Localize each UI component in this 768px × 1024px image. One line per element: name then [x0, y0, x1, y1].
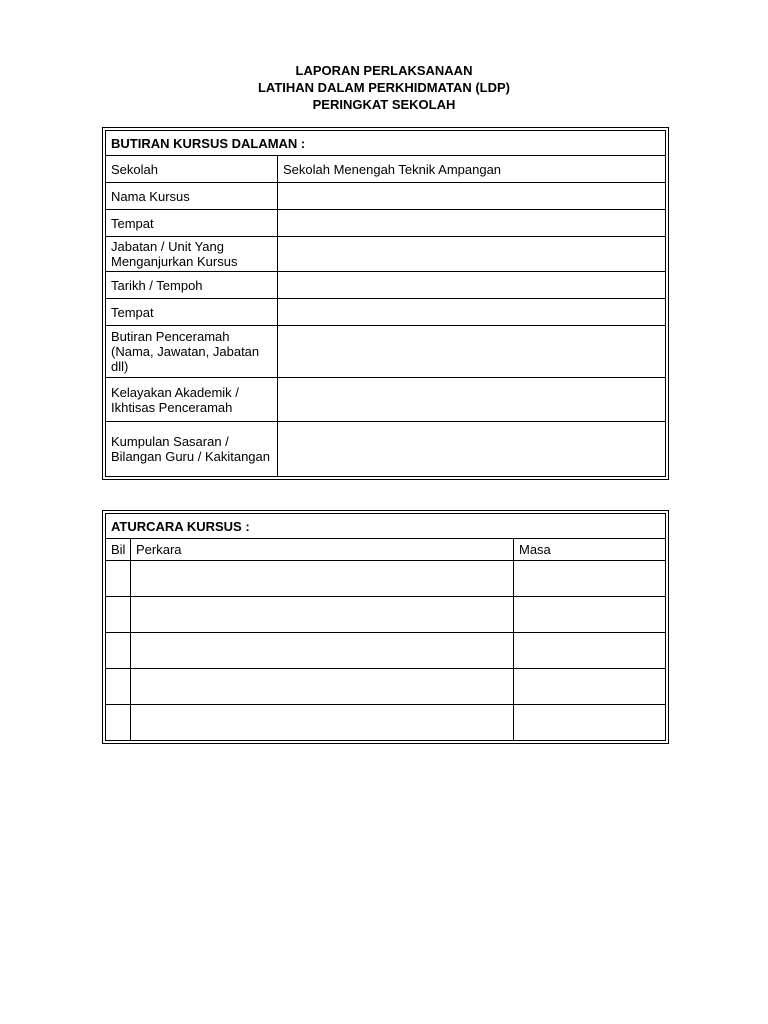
table-row — [106, 597, 666, 633]
field-value-kumpulan[interactable] — [278, 422, 666, 477]
course-details-section — [102, 127, 669, 480]
table-row — [106, 210, 666, 237]
cell-bil[interactable] — [106, 705, 131, 741]
field-label-jabatan: Jabatan / Unit Yang Menganjurkan Kursus — [106, 237, 278, 272]
table-row — [106, 326, 666, 378]
heading-line-2: LATIHAN DALAM PERKHIDMATAN (LDP) — [257, 80, 511, 95]
cell-masa[interactable] — [514, 597, 666, 633]
cell-bil[interactable] — [106, 633, 131, 669]
field-value-nama-kursus[interactable] — [278, 183, 666, 210]
column-header-bil: Bil — [106, 539, 131, 561]
field-value-tarikh[interactable] — [278, 272, 666, 299]
field-value-tempat-2[interactable] — [278, 299, 666, 326]
report-heading — [0, 62, 768, 113]
field-label-tempat-2: Tempat — [106, 299, 278, 326]
column-header-masa: Masa — [514, 539, 666, 561]
field-label-kumpulan: Kumpulan Sasaran / Bilangan Guru / Kakitangan — [106, 422, 278, 477]
schedule-table — [105, 513, 666, 741]
column-header-perkara: Perkara — [131, 539, 514, 561]
field-value-tempat[interactable] — [278, 210, 666, 237]
cell-bil[interactable] — [106, 597, 131, 633]
cell-masa[interactable] — [514, 633, 666, 669]
field-value-kelayakan[interactable] — [278, 378, 666, 422]
course-details-title: BUTIRAN KURSUS DALAMAN : — [106, 131, 666, 156]
schedule-title: ATURCARA KURSUS : — [106, 514, 666, 539]
field-value-jabatan[interactable] — [278, 237, 666, 272]
cell-perkara[interactable] — [131, 669, 514, 705]
table-row — [106, 156, 666, 183]
cell-perkara[interactable] — [131, 633, 514, 669]
field-label-nama-kursus: Nama Kursus — [106, 183, 278, 210]
cell-masa[interactable] — [514, 669, 666, 705]
field-value-sekolah[interactable]: Sekolah Menengah Teknik Ampangan — [278, 156, 666, 183]
field-label-tempat: Tempat — [106, 210, 278, 237]
table-row — [106, 272, 666, 299]
table-row — [106, 237, 666, 272]
table-row — [106, 299, 666, 326]
field-label-penceramah: Butiran Penceramah (Nama, Jawatan, Jabatan dll) — [106, 326, 278, 378]
table-row — [106, 183, 666, 210]
cell-bil[interactable] — [106, 669, 131, 705]
table-row — [106, 422, 666, 477]
schedule-header-row — [106, 539, 666, 561]
heading-line-1: LAPORAN PERLAKSANAAN — [295, 63, 473, 78]
cell-perkara[interactable] — [131, 597, 514, 633]
cell-masa[interactable] — [514, 705, 666, 741]
table-row — [106, 378, 666, 422]
field-label-sekolah: Sekolah — [106, 156, 278, 183]
heading-line-3: PERINGKAT SEKOLAH — [312, 97, 456, 112]
cell-perkara[interactable] — [131, 561, 514, 597]
field-value-penceramah[interactable] — [278, 326, 666, 378]
field-label-tarikh: Tarikh / Tempoh — [106, 272, 278, 299]
course-details-table — [105, 130, 666, 477]
schedule-section — [102, 510, 669, 744]
cell-bil[interactable] — [106, 561, 131, 597]
cell-masa[interactable] — [514, 561, 666, 597]
cell-perkara[interactable] — [131, 705, 514, 741]
table-row — [106, 633, 666, 669]
table-row — [106, 561, 666, 597]
table-row — [106, 669, 666, 705]
field-label-kelayakan: Kelayakan Akademik / Ikhtisas Penceramah — [106, 378, 278, 422]
table-row — [106, 705, 666, 741]
